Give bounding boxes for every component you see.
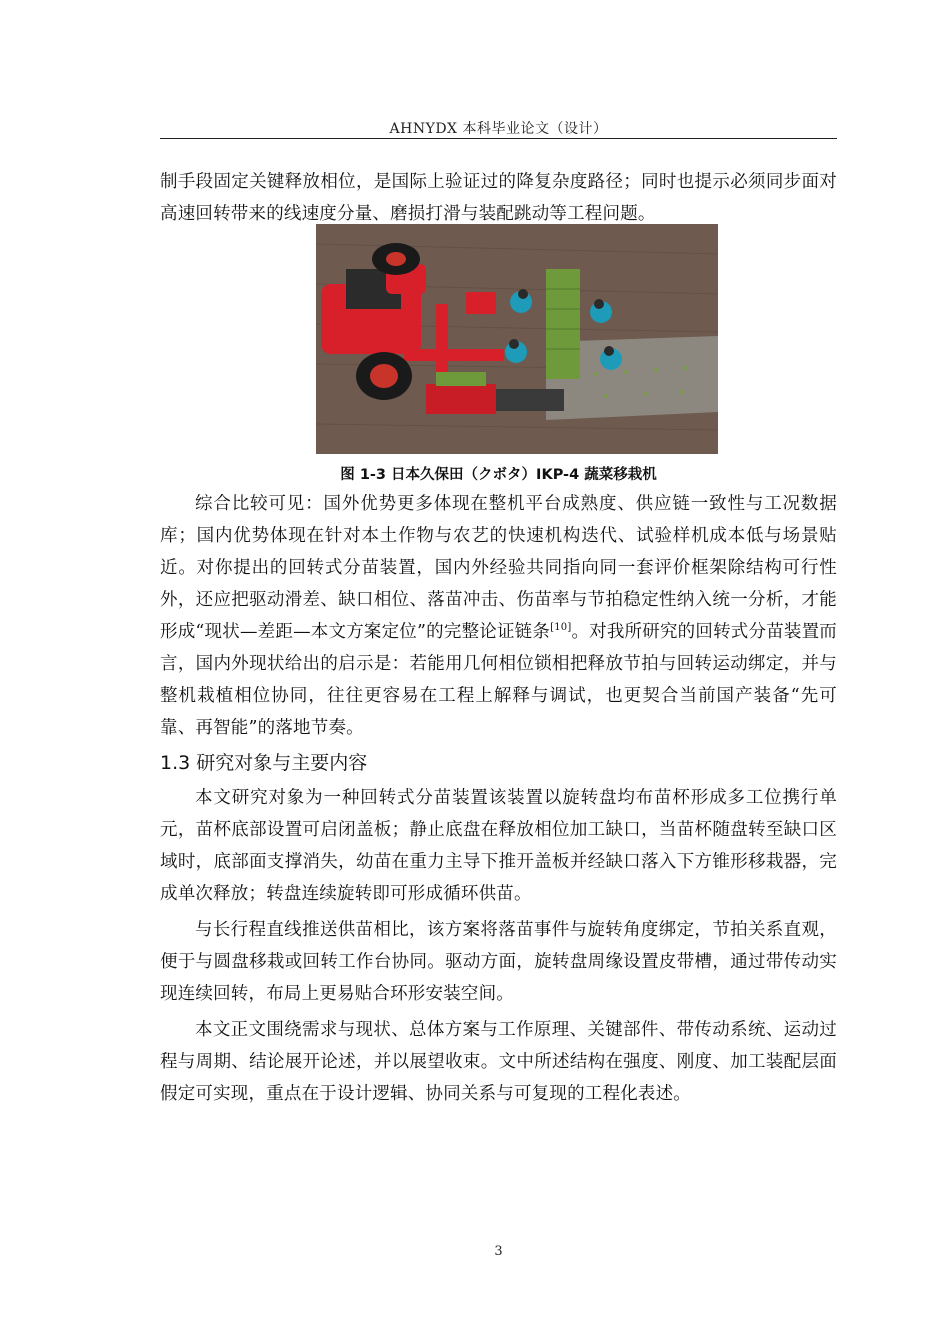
compare-text: 综合比较可见：国外优势更多体现在整机平台成熟度、供应链一致性与工况数据库；国内优势体现在针对本土作物与农艺的快速机构迭代、试验样机成本低与场景贴近。对你提出的回转式分苗装置，国内外经验共同指向同一套评价框架除结构可行性外，还应把驱动滑差、缺口相位、落苗冲击、伤苗率与节拍稳定性纳入统一分析，才能形成“现状—差距—本文方案定位”的完整论证链条 — [160, 494, 837, 642]
compare-block — [160, 488, 837, 744]
compare-paragraph — [160, 488, 837, 744]
section-body — [160, 782, 837, 1110]
red-beam-2 — [436, 304, 448, 374]
citation: [10] — [550, 622, 572, 634]
compare-text-after: 。对我所研究的回转式分苗装置而言，国内外现状给出的启示是：若能用几何相位锁相把释放节拍与回转运动绑定，并与整机栽植相位协同，往往更容易在工程上解释与调试，也更契合当前国产装备“先可靠、再智能”的落地节奏。 — [160, 622, 838, 738]
section-paragraph-1: 本文研究对象为一种回转式分苗装置该装置以旋转盘均布苗杯形成多工位携行单元，苗杯底部设置可启闭盖板；静止底盘在释放相位加工缺口，当苗杯随盘转至缺口区域时，底部面支撑消失，幼苗在重力主导下推开盖板并经缺口落入下方锥形移栽器，完成单次释放；转盘连续旋转即可形成循环供苗。 — [160, 788, 837, 904]
figure-caption: 图 1-3 日本久保田（クボタ）IKP-4 蔬菜移栽机 — [340, 467, 657, 483]
intro-block — [160, 166, 837, 230]
red-beam — [404, 349, 504, 361]
running-header: AHNYDX 本科毕业论文（设计） — [389, 121, 608, 137]
figure-photo — [316, 224, 718, 454]
seedling-tray-stack — [546, 269, 580, 379]
header-rule — [160, 138, 837, 139]
transplanter-photo — [316, 224, 718, 454]
intro-paragraph: 制手段固定关键释放相位，是国际上验证过的降复杂度路径；同时也提示必须同步面对高速回转带来的线速度分量、磨损打滑与装配跳动等工程问题。 — [160, 172, 837, 224]
page-number: 3 — [494, 1244, 503, 1259]
red-planter-unit — [426, 384, 496, 414]
seedling-tray-left — [436, 372, 486, 386]
section-paragraph-2: 与长行程直线推送供苗相比，该方案将落苗事件与旋转角度绑定，节拍关系直观，便于与圆盘移栽或回转工作台协同。驱动方面，旋转盘周缘设置皮带槽，通过带传动实现连续回转，布局上更易贴合环形安装空间。 — [160, 920, 837, 1004]
tray-holder-left — [466, 292, 496, 314]
section-heading: 1.3 研究对象与主要内容 — [160, 752, 368, 774]
section-paragraph-3: 本文正文围绕需求与现状、总体方案与工作原理、关键部件、带传动系统、运动过程与周期、结论展开论述，并以展望收束。文中所述结构在强度、刚度、加工装配层面假定可实现，重点在于设计逻辑、协同关系与可复现的工程化表述。 — [160, 1020, 837, 1104]
